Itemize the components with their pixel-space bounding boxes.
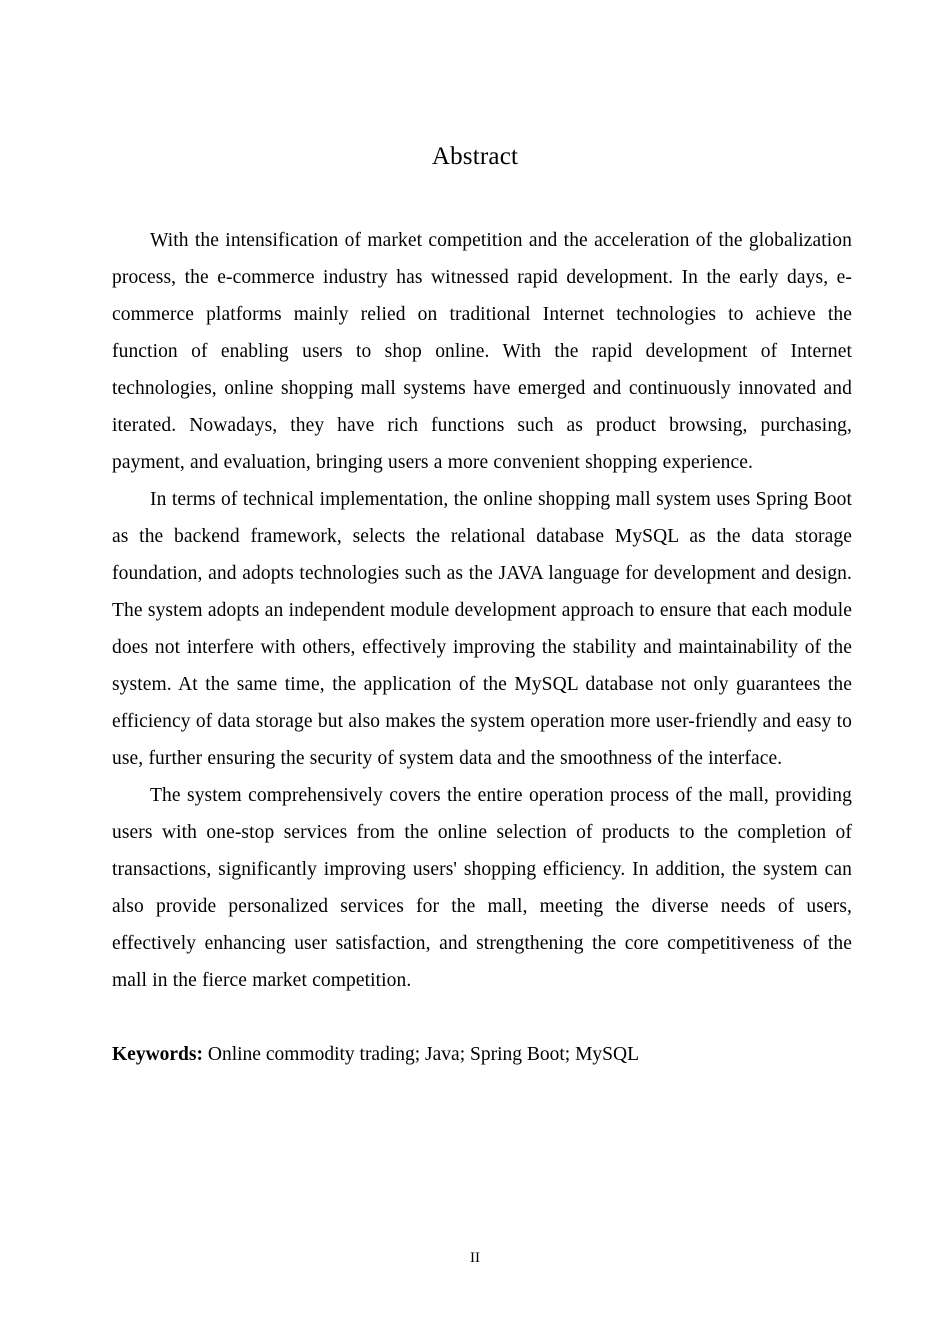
keywords-label: Keywords: (112, 1044, 203, 1065)
keywords-line (112, 1036, 852, 1073)
paragraph: In terms of technical implementation, the online shopping mall system uses Spring Boot as the backend framework, selects the relational database MySQL as the data storage foundation, and adopts technologies such as the JAVA language for development and design. The system adopts an independent module development approach to ensure that each module does not interfere with others, effectively improving the stability and maintainability of the system. At the same time, the application of the MySQL database not only guarantees the efficiency of data storage but also makes the system operation more user-friendly and easy to use, further ensuring the security of system data and the smoothness of the interface. (112, 489, 852, 769)
keywords-value: Online commodity trading; Java; Spring Boot; MySQL (203, 1044, 640, 1065)
page-title: Abstract (431, 142, 519, 170)
paragraph: With the intensification of market competition and the acceleration of the globalization process, the e-commerce industry has witnessed rapid development. In the early days, e-commerce platforms mainly relied on traditional Internet technologies to achieve the function of enabling users to shop online. With the rapid development of Internet technologies, online shopping mall systems have emerged and continuously innovated and iterated. Nowadays, they have rich functions such as product browsing, purchasing, payment, and evaluation, bringing users a more convenient shopping experience. (112, 230, 852, 473)
paragraph: The system comprehensively covers the entire operation process of the mall, providing users with one-stop services from the online selection of products to the completion of transactions, significantly improving users' shopping efficiency. In addition, the system can also provide personalized services for the mall, meeting the diverse needs of users, effectively enhancing user satisfaction, and strengthening the core competitiveness of the mall in the fierce market competition. (112, 785, 852, 991)
abstract-body (112, 222, 852, 1073)
page-number: II (470, 1250, 480, 1266)
